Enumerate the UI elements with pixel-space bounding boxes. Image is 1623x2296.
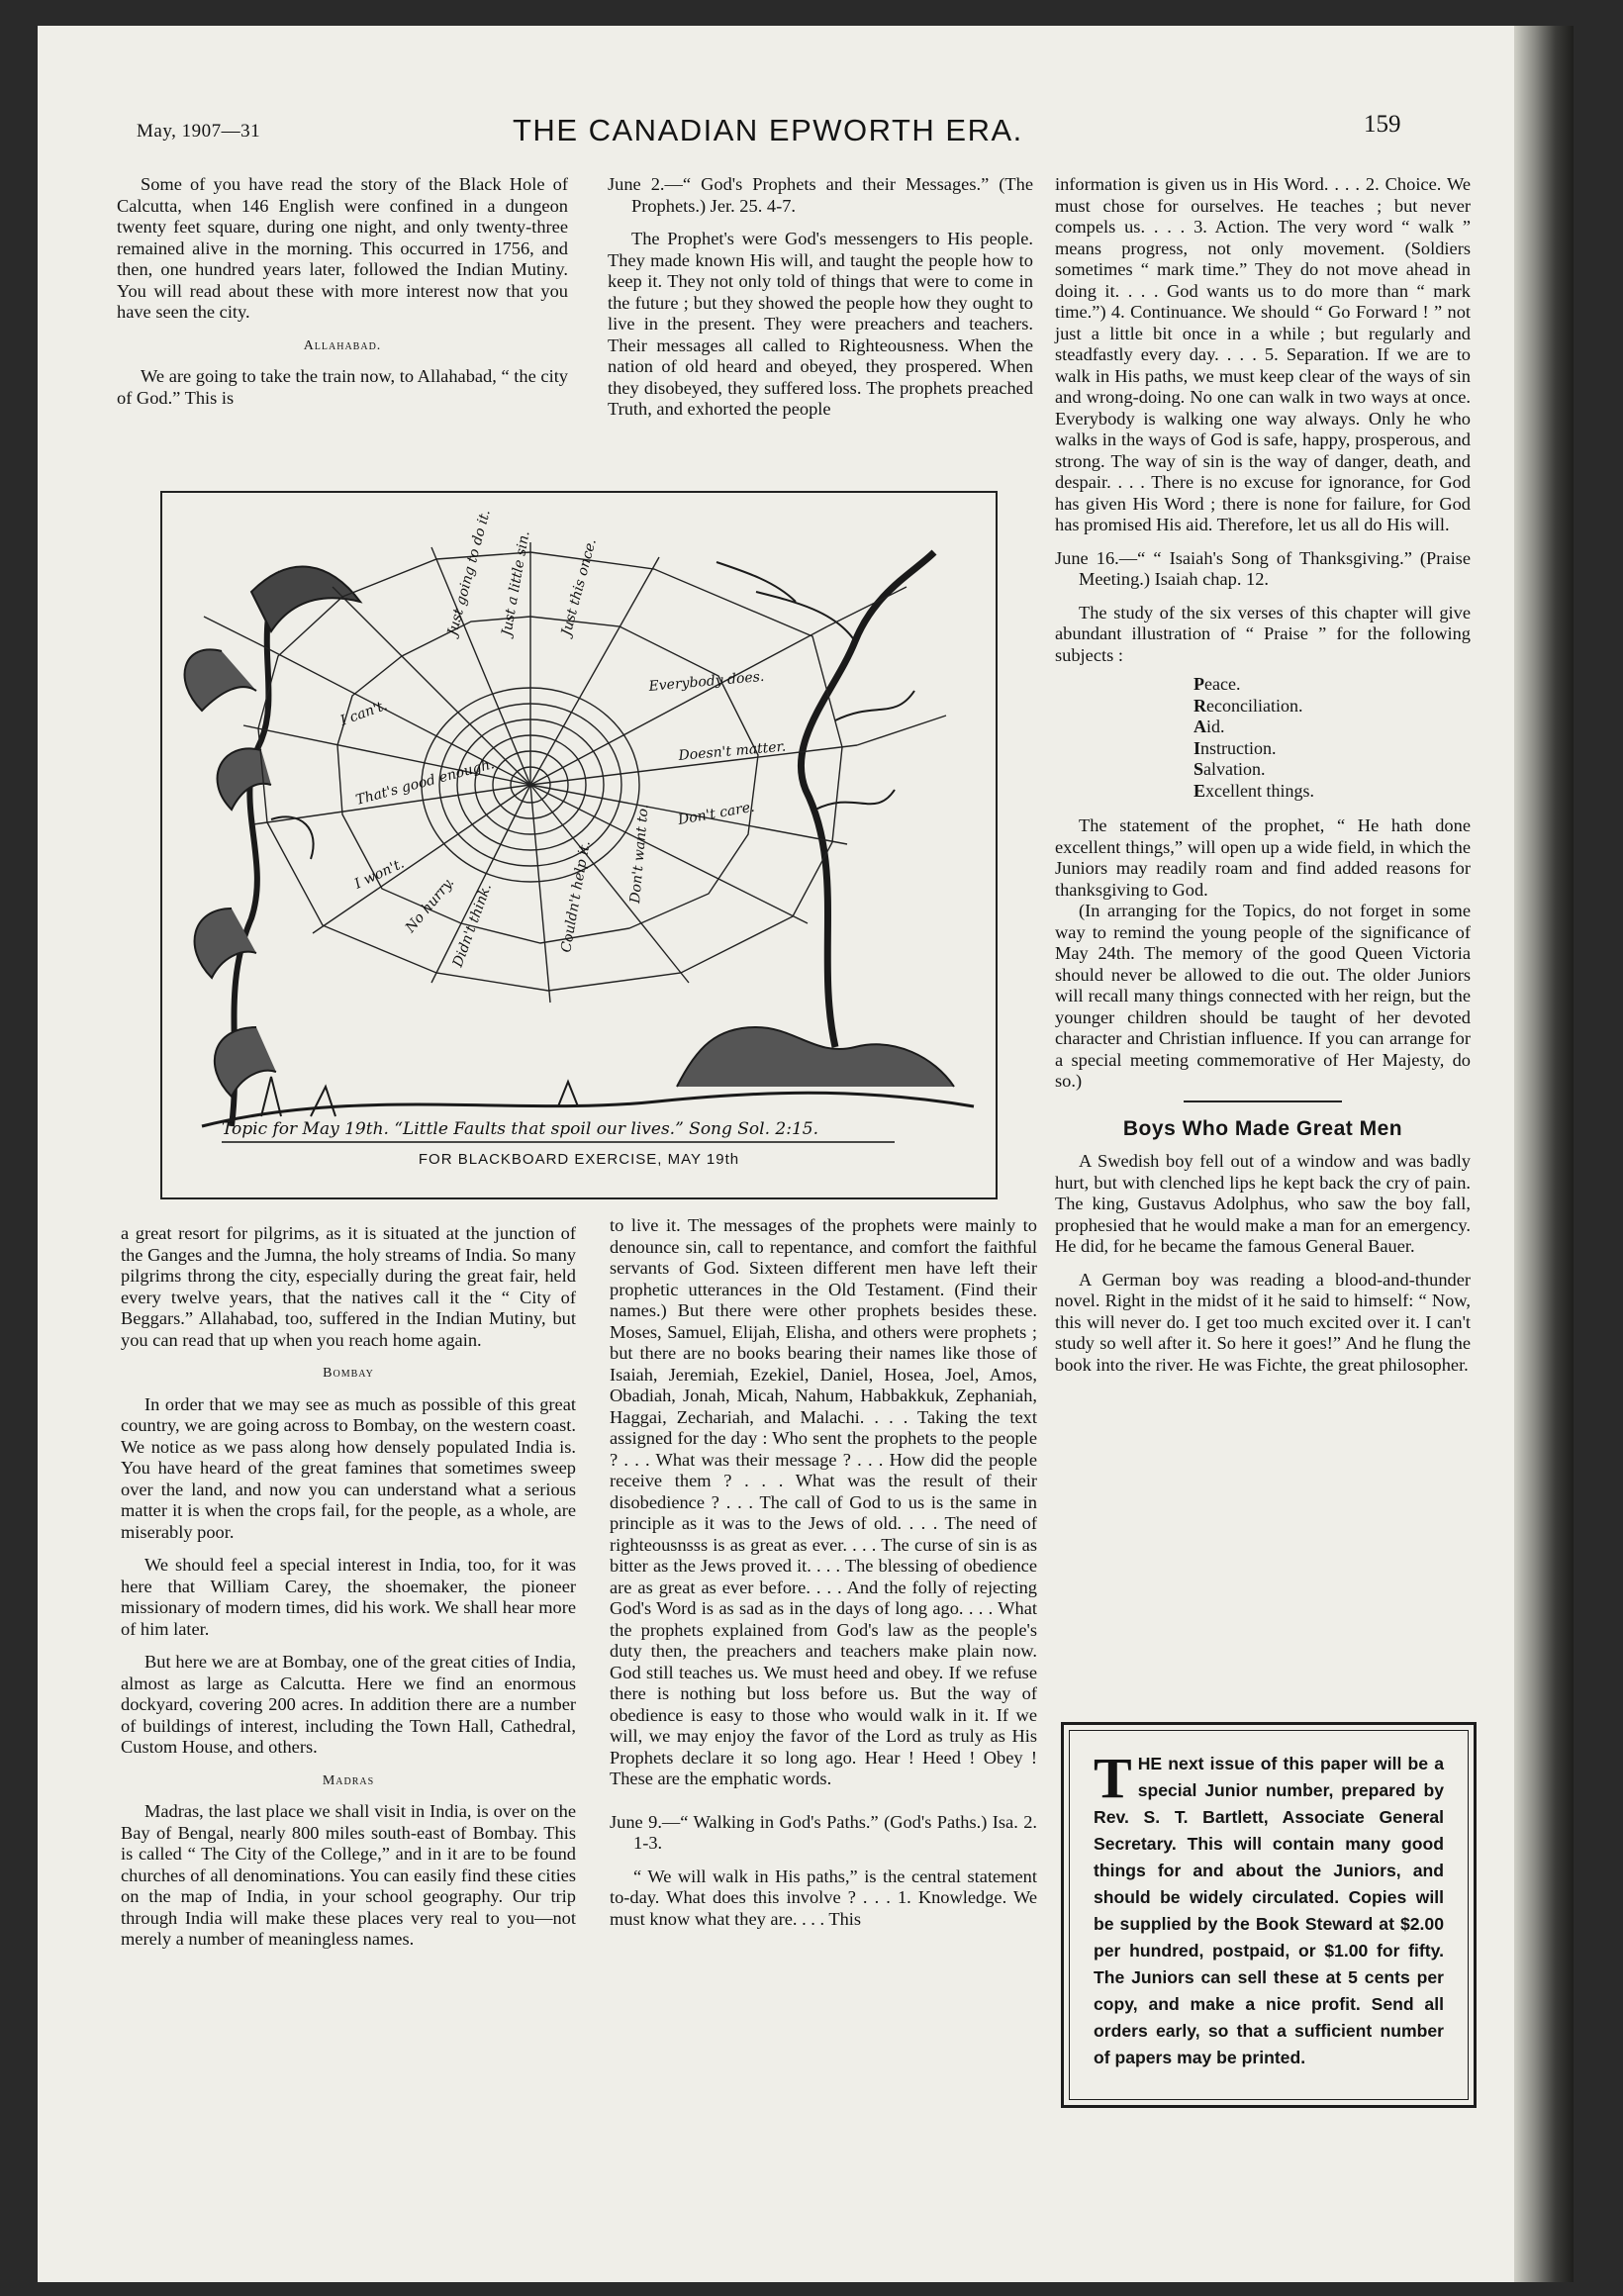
heading-allahabad: Allahabad.: [303, 337, 382, 353]
bombay-paragraph-1: In order that we may see as much as possible of this great country, we are going across to Bombay, on the western coast. We notice as we pass along how densely populated India is. You have heard of the great famines that sometimes sweep over the land, and now you can understand what a serious matter it is when the crops fail, for the people, as a whole, are miserably poor.: [121, 1393, 576, 1542]
web-label: Couldn't help it.: [558, 839, 594, 954]
magazine-page: [38, 26, 1574, 2282]
column-1-bottom: [121, 1223, 576, 1962]
carey-paragraph: We should feel a special interest in India, too, for it was here that William Carey, the shoemaker, the pioneer missionary of modern times, did his work. We shall hear more of him later.: [121, 1555, 576, 1639]
acrostic-line: Reconciliation.: [1193, 695, 1303, 716]
german-boy-paragraph: A German boy was reading a blood-and-thunder novel. Right in the midst of it he said to himself: “ Now, this will never do. I get too much excited over it. I can't study so well after it. So here it goes!” And he flung the book into the river. He was Fichte, the great philosopher.: [1055, 1269, 1471, 1375]
acrostic-line: Instruction.: [1193, 737, 1277, 758]
topic-june-9: June 9.—“ Walking in God's Paths.” (God's Paths.) Isa. 2. 1-3.: [610, 1811, 1037, 1853]
bombay-paragraph-2: But here we are at Bombay, one of the great cities of India, almost as large as Calcutta. Here we find an enormous dockyard, covering 200 acres. In addition there are a number of buildings of interest, including the Town Hall, Cathedral, Custom House, and others.: [121, 1652, 576, 1757]
column-3: [1055, 174, 1471, 1387]
web-label: Everybody does.: [647, 668, 765, 695]
allahabad-paragraph: We are going to take the train now, to Allahabad, “ the city of God.” This is: [117, 366, 568, 408]
heading-bombay: Bombay: [323, 1366, 374, 1381]
notice-text: HE next issue of this paper will be a special Junior number, prepared by Rev. S. T. Bartlett, Associate General Secretary. This will contain many good things for and about the Juniors, and should be widely circulated. Copies will be supplied by the Book Steward at $2.00 per hundred, postpaid, or $1.00 for fifty. The Juniors can sell these at 5 cents per copy, and make a nice profit. Send all orders early, so that a sufficient number of papers may be printed.: [1094, 1754, 1444, 2067]
notice-inner: [1069, 1730, 1469, 2100]
topic-june-16: June 16.—“ “ Isaiah's Song of Thanksgiving.” (Praise Meeting.) Isaiah chap. 12.: [1055, 547, 1471, 589]
magazine-title: THE CANADIAN EPWORTH ERA.: [513, 113, 1023, 147]
web-label: I can't.: [337, 697, 390, 729]
topic-june-2: June 2.—“ God's Prophets and their Messages.” (The Prophets.) Jer. 25. 4-7.: [608, 174, 1033, 216]
column-1-top: [117, 174, 568, 409]
spider-web-drawing: [162, 493, 996, 1197]
web-label: Just this once.: [558, 536, 600, 638]
page-header: [38, 83, 1502, 147]
binding-spine: [1514, 26, 1574, 2282]
handwritten-topic-caption: Topic for May 19th. “Little Faults that spoil our lives.” Song Sol. 2:15.: [222, 1119, 818, 1139]
web-label: That's good enough.: [353, 756, 497, 809]
page-number: 159: [1364, 111, 1401, 138]
heading-madras: Madras: [322, 1772, 375, 1788]
praise-acrostic: [1193, 674, 1471, 802]
web-label: Just going to do it.: [444, 508, 494, 638]
acrostic-line: Salvation.: [1193, 759, 1266, 779]
swedish-boy-paragraph: A Swedish boy fell out of a window and was badly hurt, but with clenched lips he kept back the cry of pain. The king, Gustavus Adolphus, who saw the boy fall, prophesied that he would make a man for an emergency. He did, for he became the famous General Bauer.: [1055, 1151, 1471, 1256]
prophets-paragraph: The Prophet's were God's messengers to His people. They made known His will, and taught the people how to keep it. They not only told of things that were to come in the future ; but they showed the people how they ought to live in the present. They were preachers and teachers. Their messages all called to Righteousness. When the nation of old heard and obeyed, they prospered. When they disobeyed, they suffered loss. The prophets preached Truth, and exhorted the people: [608, 229, 1033, 419]
junior-issue-notice: [1061, 1722, 1477, 2108]
excellent-things-paragraph: The statement of the prophet, “ He hath done excellent things,” will open up a wide field, in which the Juniors may readily roam and find added reasons for thanksgiving to God.: [1055, 815, 1471, 900]
praise-intro: The study of the six verses of this chapter will give abundant illustration of “ Praise ” for the following subjects :: [1055, 602, 1471, 665]
column-2-bottom: [610, 1215, 1037, 1930]
drop-cap: T: [1094, 1746, 1132, 1810]
madras-paragraph: Madras, the last place we shall visit in India, is over on the Bay of Bengal, nearly 800 miles south-east of Bombay. This is called “ The City of the College,” and in it are to be found churches of all denominations. You can easily find these cities on the map of India, in your school geography. Our trip through India will make these places very real to you—not merely a number of meaningless names.: [121, 1801, 576, 1949]
prophets-continued: to live it. The messages of the prophets were mainly to denounce sin, call to repentance, and comfort the faithful servants of God. Sixteen different men have left their prophetic utterances in the Old Testament. (Find their names.) But there were other prophets besides these. Moses, Samuel, Elijah, Elisha, and others were prophets ; but there are no books bearing their names like those of Isaiah, Jeremiah, Ezekiel, Daniel, Hosea, Joel, Amos, Obadiah, Jonah, Micah, Nahum, Habbakkuk, Zephaniah, Haggai, Zechariah, and Malachi. . . . Taking the text assigned for the day : Who sent the prophets to the people ? . . . What was their message ? . . . How did the people receive them ? . . . What was the result of their disobedience ? . . . The call of God to us is the same in principle as it was to the Jews of old. . . . The need of righteousnsss is as great as ever. . . . The curse of sin is as bitter as the Jews proved it. . . . The blessing of obedience are as great as ever before. . . . And the folly of rejecting God's Word is as sad as in the days of long ago. . . . What the prophets explained from God's law as the people's duty then, the preachers and teachers make plain now. God still teaches us. We must heed and obey. If we refuse there is nothing but loss before us. But the way of obedience is easy to those who would walk in it. If we will, we may enjoy the favor of the Lord as truly as His Prophets declare it so long ago. Hear ! Heed ! Obey ! These are the emphatic words.: [610, 1215, 1037, 1788]
blackboard-illustration: [160, 491, 998, 1199]
issue-date: May, 1907—31: [137, 121, 261, 142]
allahabad-continued: a great resort for pilgrims, as it is situated at the junction of the Ganges and the Jumna, the holy streams of India. So many pilgrims throng the city, especially during the great fair, held every twelve years, that the natives call it the “ City of Beggars.” Allahabad, too, suffered in the Indian Mutiny, but you can read that up when you reach home again.: [121, 1223, 576, 1350]
web-label: Didn't think.: [449, 881, 496, 970]
acrostic-line: Aid.: [1193, 717, 1225, 736]
web-label: Don't care.: [676, 799, 756, 828]
acrostic-line: Peace.: [1193, 674, 1241, 694]
calcutta-paragraph: Some of you have read the story of the Black Hole of Calcutta, when 146 English were confined in a dungeon twenty feet square, during one night, and only twenty-three remained alive in the morning. This occurred in 1756, and then, one hundred years later, followed the Indian Mutiny. You will read about these with more interest now that you have seen the city.: [117, 174, 568, 322]
web-label: Don't want to.: [627, 804, 652, 905]
queen-victoria-paragraph: (In arranging for the Topics, do not forget in some way to remind the young people of the significance of May 24th. The memory of the good Queen Victoria should never be allowed to die out. The older Juniors will recall many things connected with her reign, but the younger children should be taught of her devoted character and Christian influence. If you can arrange for a special meeting commemorative of Her Majesty, do so.): [1055, 901, 1471, 1091]
web-label: Doesn't matter.: [677, 738, 787, 764]
web-label: Just a little sin.: [499, 529, 533, 637]
section-title: Boys Who Made Great Men: [1122, 1116, 1403, 1140]
web-label: No hurry.: [402, 874, 458, 936]
section-divider: [1184, 1100, 1342, 1102]
paths-paragraph: “ We will walk in His paths,” is the central statement to-day. What does this involve ? . . . 1. Knowledge. We must know what they are. . . . This: [610, 1866, 1037, 1929]
figure-caption: FOR BLACKBOARD EXERCISE, MAY 19th: [418, 1151, 740, 1168]
paths-continued: information is given us in His Word. . . . 2. Choice. We must chose for ourselves. He teaches ; but never compels us. . . . 3. Action. The very word “ walk ” means progress, not only movement. (Soldiers sometimes “ mark time.” They do not move ahead in doing it. . . . God wants us to do more than “ mark time.”) 4. Continuance. We should “ Go Forward ! ” not just a little bit once in a while ; but regularly and steadfastly every day. . . . 5. Separation. If we are to walk in His paths, we must keep clear of the ways of sin and wrong-doing. No one can walk in two ways at once. Everybody is walking one way always. Only he who walks in the ways of God is safe, happy, prosperous, and strong. The way of sin is the way of danger, death, and despair. . . . There is no excuse for ignorance, for God has given His Word ; there is none for failure, for God has promised His aid. Therefore, let us all do His will.: [1055, 174, 1471, 534]
web-label: I won't.: [351, 855, 408, 893]
column-2-top: [608, 174, 1033, 421]
acrostic-line: Excellent things.: [1193, 780, 1314, 801]
